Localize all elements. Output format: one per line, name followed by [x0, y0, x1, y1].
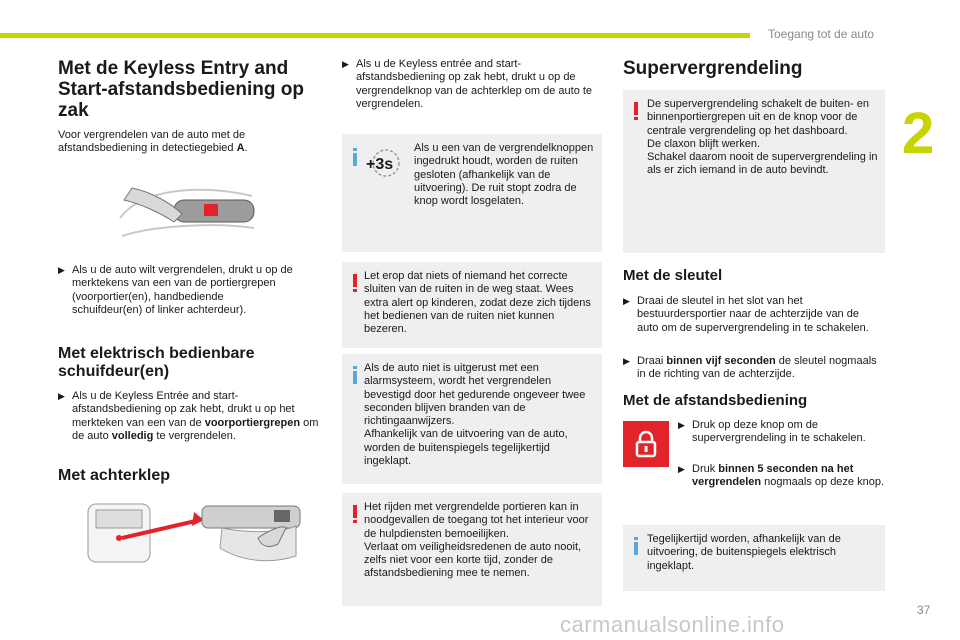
with-remote-bullet-2: ▶ Druk binnen 5 seconden na het vergrendelen nogmaals op deze knop. [678, 463, 885, 489]
lock-icon [635, 430, 657, 458]
warning-box-windows: Let erop dat niets of niemand het correcte sluiten van de ruiten in de weg staat. Wees extra alert op kinderen, zodat deze zich tijdens het bedienen van de ruiten niet kunnen bezeren. [342, 262, 602, 348]
plus-three-seconds-label: +3s [366, 156, 394, 173]
info-icon [634, 537, 638, 555]
door-handle-illustration [112, 178, 258, 244]
info-icon [353, 148, 357, 166]
keyless-intro: Voor vergrendelen van de auto met de afstandsbediening in detectiegebied A. [58, 129, 248, 155]
header-accent-bar [0, 33, 750, 38]
info-box-alarm: Als de auto niet is uitgerust met een alarmsysteem, wordt het vergrendelen bevestigd door het gedurende ongeveer twee seconden blijven branden van de richtingaanwijzers. Afhankelijk van de uitvoering van de auto, worden de buitenspiegels tegelijkertijd ingeklapt. [342, 354, 602, 484]
tailgate-bullet: ▶ Als u de Keyless entrée and start-afstandsbediening op zak hebt, drukt u op de vergrendelknop van de achterklep om de auto te vergrendelen. [342, 58, 593, 110]
bullet-arrow-icon: ▶ [623, 296, 630, 306]
bullet-arrow-icon: ▶ [623, 356, 630, 366]
warning-box-emergency: Het rijden met vergrendelde portieren kan in noodgevallen de toegang tot het interieur voor de hulpdiensten bemoeilijken. Verlaat om veiligheidsredenen de auto nooit, zelfs niet voor een korte tijd, zonder de afstandsbediening mee te nemen. [342, 493, 602, 606]
tailgate-title: Met achterklep [58, 467, 171, 484]
plus-three-seconds-icon [366, 148, 402, 178]
with-remote-bullet-1: ▶ Druk op deze knop om de supervergrendeling in te schakelen. [678, 419, 866, 445]
with-key-bullet-2: ▶ Draai binnen vijf seconden de sleutel nogmaals in de richting van de achterzijde. [623, 355, 877, 381]
deadlocking-title: Supervergrendeling [623, 58, 803, 79]
tailgate-illustration [82, 498, 308, 568]
chapter-number: 2 [902, 101, 935, 166]
warning-box-deadlocking: De supervergrendeling schakelt de buiten- en binnenportiergrepen uit en de knop voor de centrale vergrendeling op het dashboard. De claxon blijft werken. Schakel daarom nooit de supervergrendeling in als er zich iemand in de auto bevindt. [623, 90, 885, 253]
info-box-windows: Als u een van de vergrendelknoppen ingedrukt houdt, worden de ruiten gesloten (afhankelijk van de uitvoering). De ruit stopt zodra de knop wordt losgelaten. [342, 134, 602, 252]
info-icon [353, 366, 357, 384]
warning-icon [353, 505, 357, 523]
warning-icon [353, 274, 357, 292]
with-key-bullet-1: ▶ Draai de sleutel in het slot van het bestuurdersportier naar de achterzijde van de auto om de supervergrendeling in te schakelen. [623, 295, 869, 334]
warning-icon [634, 102, 638, 120]
sliding-door-bullet: ▶ Als u de Keyless Entrée and start-afstandsbediening op zak hebt, drukt u op het merkteken van een van de voorportiergrepen om de auto volledig te vergrendelen. [58, 390, 319, 442]
watermark: carmanualsonline.info [560, 612, 785, 637]
bullet-arrow-icon: ▶ [678, 464, 685, 474]
bullet-arrow-icon: ▶ [58, 391, 65, 401]
page-number: 37 [917, 603, 931, 617]
keyless-section-title: Met de Keyless Entry and Start-afstandsbediening op zak [58, 58, 304, 121]
info-box-mirrors: Tegelijkertijd worden, afhankelijk van de uitvoering, de buitenspiegels elektrisch ingeklapt. [623, 525, 885, 591]
keyless-bullet: ▶ Als u de auto wilt vergrendelen, drukt u op de merktekens van een van de portiergrepen (voorportier(en), handbediende schuifdeur(en) of linker achterdeur). [58, 264, 293, 316]
section-title: Toegang tot de auto [768, 27, 875, 41]
with-remote-title: Met de afstandsbediening [623, 392, 808, 409]
sliding-door-title: Met elektrisch bedienbare schuifdeur(en) [58, 345, 255, 380]
with-key-title: Met de sleutel [623, 267, 723, 284]
bullet-arrow-icon: ▶ [58, 265, 65, 275]
bullet-arrow-icon: ▶ [342, 59, 349, 69]
remote-lock-button-tile [623, 421, 669, 467]
bullet-arrow-icon: ▶ [678, 420, 685, 430]
